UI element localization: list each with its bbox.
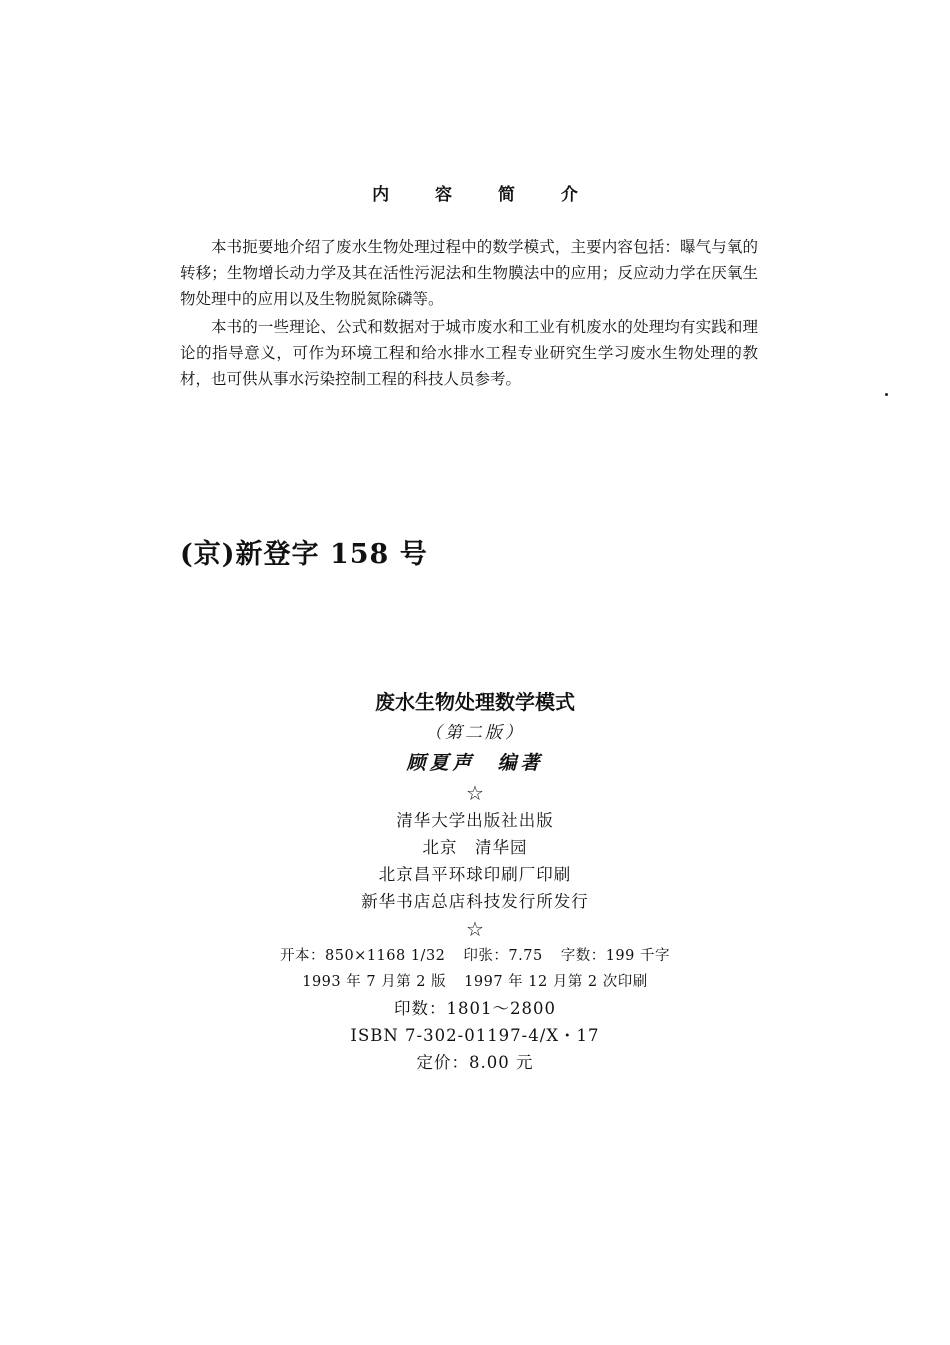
- printing-date: 1997 年 12 月第 2 次印刷: [464, 974, 648, 990]
- author-line: [0, 747, 950, 779]
- stray-mark: [885, 393, 888, 396]
- word-count: 字数：199 千字: [560, 948, 670, 964]
- author-name: 顾夏声: [406, 752, 476, 774]
- star-divider-icon: ☆: [466, 917, 484, 941]
- summary-title: 内 容 简 介: [372, 185, 598, 205]
- isbn: ISBN 7-302-01197-4/X・17: [350, 1026, 600, 1045]
- star-divider-icon: ☆: [466, 781, 484, 805]
- print-run: 印数：1801～2800: [394, 999, 556, 1018]
- summary-paragraph-1: 本书扼要地介绍了废水生物处理过程中的数学模式，主要内容包括：曝气与氧的转移；生物增长动力学及其在活性污泥法和生物膜法中的应用；反应动力学在厌氧生物处理中的应用以及生物脱氮除磷等。: [180, 238, 758, 308]
- summary-body: [180, 234, 758, 392]
- print-sheets: 印张：7.75: [463, 948, 543, 964]
- author-role: 编著: [497, 752, 544, 774]
- registration-number: (京)新登字 158 号: [180, 539, 428, 570]
- book-title: 废水生物处理数学模式: [375, 690, 575, 714]
- edition-history-line: [0, 969, 950, 995]
- colophon: [0, 685, 950, 1076]
- price: 定价：8.00 元: [416, 1053, 534, 1072]
- publisher-address: 北京 清华园: [422, 838, 528, 857]
- distributor: 新华书店总店科技发行所发行: [361, 892, 589, 911]
- book-format: 开本：850×1168 1/32: [280, 948, 446, 964]
- edition-date: 1993 年 7 月第 2 版: [302, 974, 447, 990]
- summary-paragraph-2: 本书的一些理论、公式和数据对于城市废水和工业有机废水的处理均有实践和理论的指导意义，可作为环境工程和给水排水工程专业研究生学习废水生物处理的教材，也可供从事水污染控制工程的科技人员参考。: [180, 318, 758, 388]
- printer: 北京昌平环球印刷厂印刷: [378, 865, 572, 884]
- format-line: [0, 943, 950, 969]
- edition-label: （第二版）: [425, 723, 525, 743]
- publisher: 清华大学出版社出版: [396, 811, 554, 830]
